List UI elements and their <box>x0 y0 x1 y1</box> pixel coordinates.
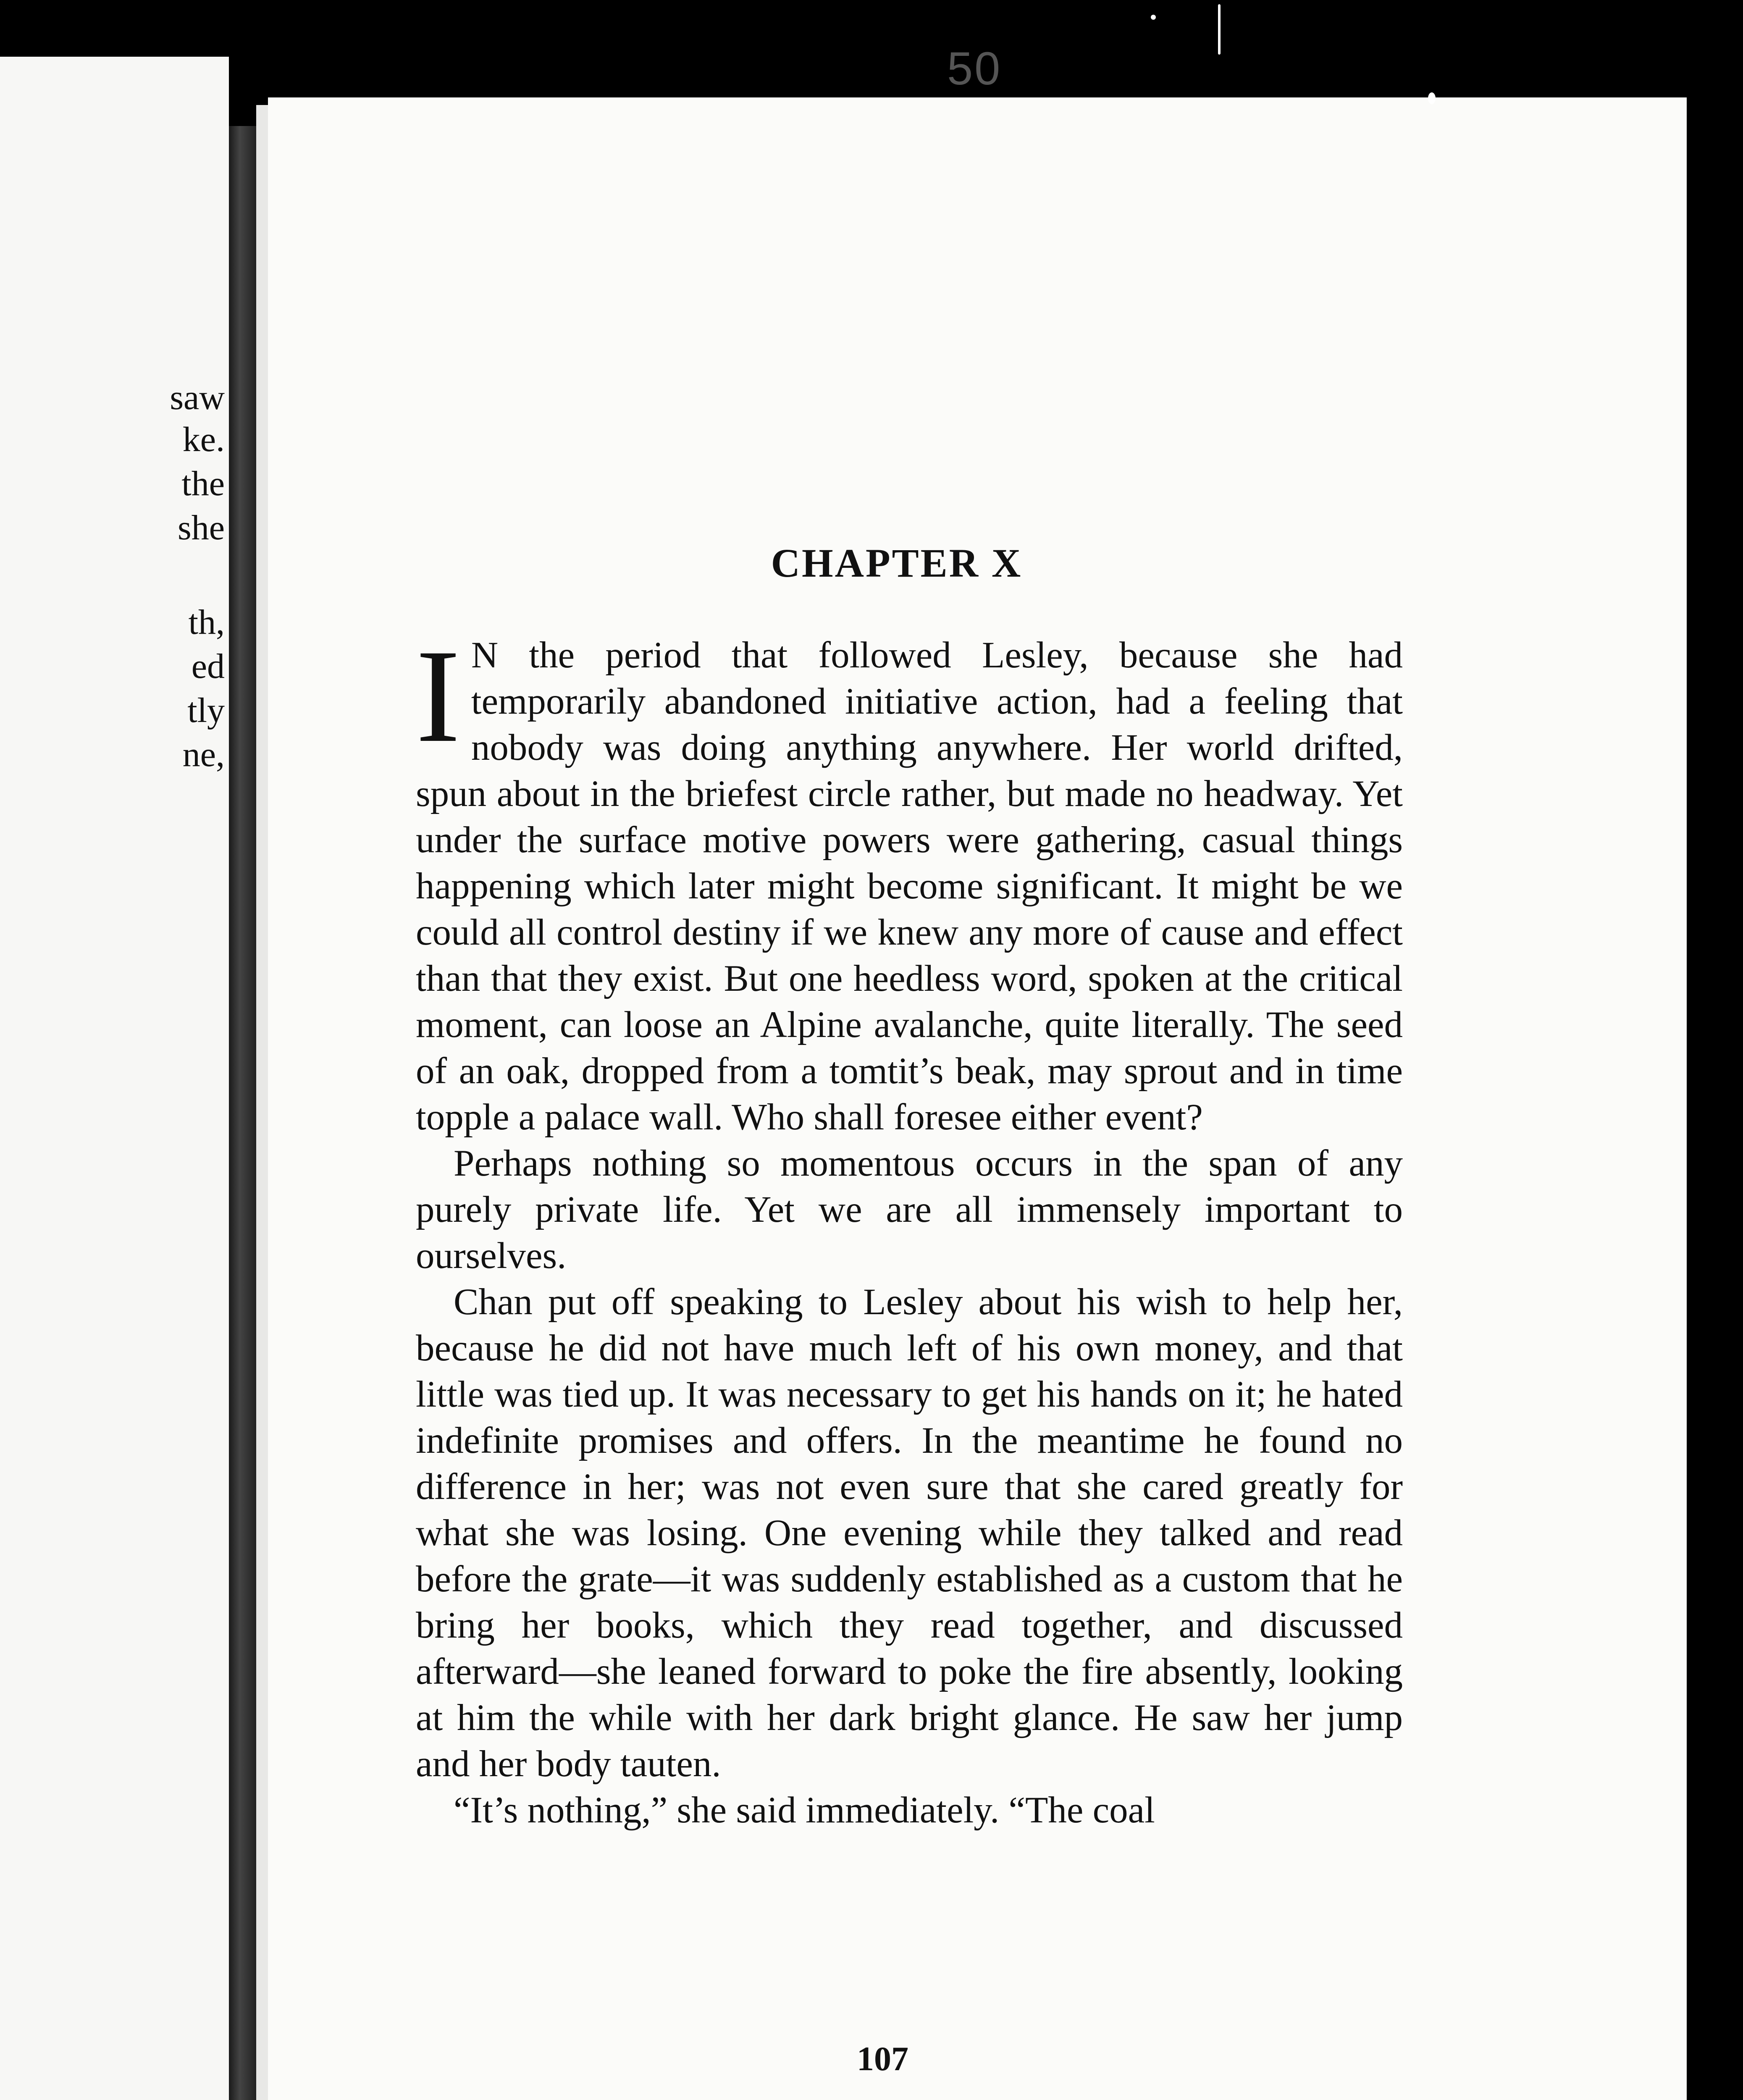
paragraph: Perhaps nothing so momentous occurs in the span of any purely private life. Yet we are all immensely important to ourselves. <box>416 1143 1403 1276</box>
left-fragment-line: ke. <box>182 420 225 459</box>
book-gutter <box>229 126 256 2100</box>
left-fragment-line: she <box>178 508 225 547</box>
scan-speck <box>1151 15 1156 20</box>
left-fragment-line: tly <box>187 691 225 730</box>
left-page-text-fragments <box>0 57 229 2100</box>
left-facing-page <box>0 57 229 2100</box>
chapter-body <box>416 622 1403 1833</box>
chapter-title: CHAPTER X <box>771 541 1023 585</box>
left-fragment-line: the <box>181 464 225 503</box>
drop-cap: I <box>416 622 460 770</box>
paragraph-text: N the period that followed Lesley, because she had temporarily abandoned initiative action, had a feeling that nobody was doing anything anywhere. Her world drifted, spun about in the briefest circle rather, but made no headway. Yet under the surface motive powers were gathering, casual things happening which later might become significant. It might be we could all control destiny if we knew any more of cause and effect than that they exist. But one heedless word, spoken at the critical moment, can loose an Alpine avalanche, quite literally. The seed of an oak, dropped from a tomtit’s beak, may sprout and in time topple a palace wall. Who shall foresee either event? <box>416 635 1403 1138</box>
left-fragment-line: saw <box>170 378 225 417</box>
left-fragment-line: ne, <box>182 735 225 774</box>
pencil-mark: 50 <box>947 43 1002 94</box>
paragraph <box>416 622 1403 1140</box>
left-fragment-line: th, <box>188 603 225 642</box>
scan-scratch <box>1218 4 1221 55</box>
scan-speck <box>1428 92 1436 104</box>
left-fragment-line: ed <box>191 647 225 686</box>
page-edge <box>256 105 268 2100</box>
paragraph: “It’s nothing,” she said immediately. “The coal <box>454 1790 1155 1831</box>
page-number: 107 <box>857 2040 908 2078</box>
paragraph: Chan put off speaking to Lesley about his wish to help her, because he did not have much left of his own money, and that little was tied up. It was necessary to get his hands on it; he hated indefinite promises and offers. In the meantime he found no difference in her; was not even sure that she cared greatly for what she was losing. One evening while they talked and read before the grate—it was suddenly established as a custom that he bring her books, which they read together, and discussed afterward—she leaned forward to poke the fire absently, looking at him the while with her dark bright glance. He saw her jump and her body tauten. <box>416 1281 1403 1785</box>
